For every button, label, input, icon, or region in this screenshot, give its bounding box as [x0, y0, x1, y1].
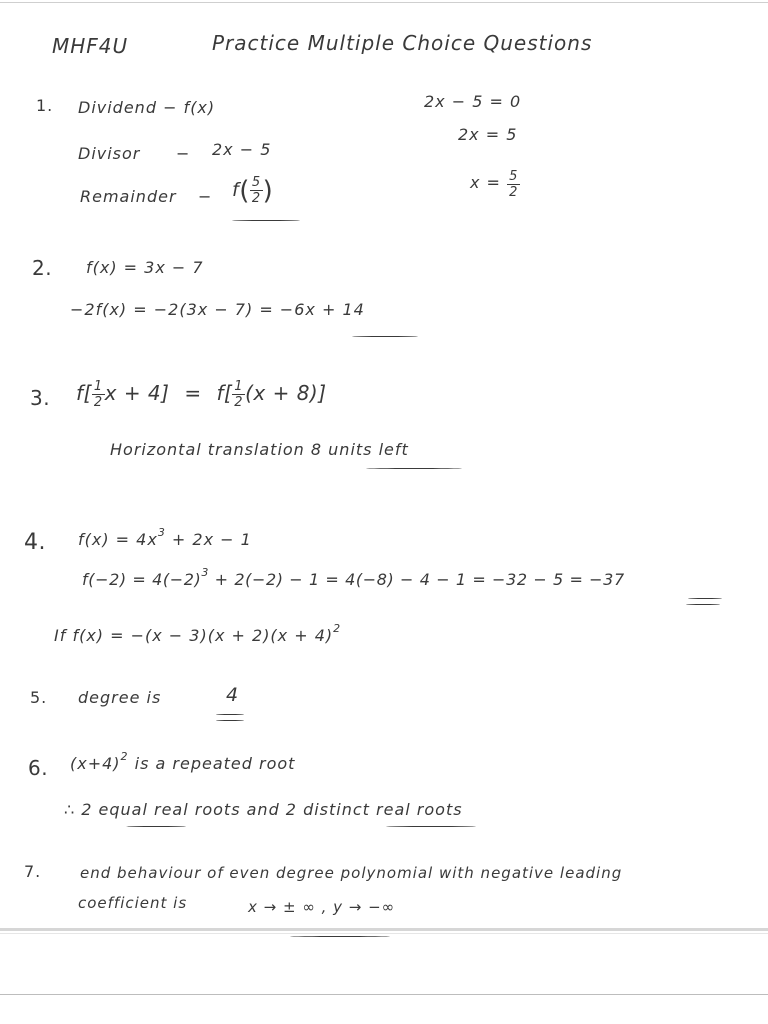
- q3-rhs-close: (x + 8)]: [245, 381, 327, 405]
- q1-work-line2: 2x = 5: [458, 125, 518, 144]
- q4-line1-a: f(x) = 4x: [78, 530, 158, 549]
- q5-answer: 4: [226, 684, 239, 706]
- q3-rhs-fraction: [232, 380, 245, 409]
- q4-line1-b: + 2x − 1: [171, 530, 252, 549]
- q5-answer-underline-1: [216, 714, 244, 715]
- page-bottom-edge: [0, 994, 768, 995]
- q7-answer-underline: [290, 936, 390, 937]
- q3-rhs-denominator: 2: [234, 395, 244, 410]
- q1-work-denominator: 2: [509, 185, 519, 200]
- q4-answer-underline-2: [686, 604, 720, 605]
- q1-remainder-denominator: 2: [251, 191, 261, 206]
- q7-line2-text: coefficient is: [78, 894, 188, 912]
- q2-answer-underline: [352, 336, 418, 337]
- q1-dividend: Dividend − f(x): [78, 98, 216, 117]
- q1-work-fraction: [507, 170, 520, 199]
- q7-number: 7.: [24, 862, 42, 881]
- q4-line2-exponent: 3: [201, 566, 209, 579]
- given-polynomial-text: If f(x) = −(x − 3)(x + 2)(x + 4): [54, 626, 334, 645]
- q3-lhs-fraction: [92, 380, 105, 409]
- q1-divisor-label: Divisor: [78, 144, 141, 163]
- q1-answer-underline: [232, 220, 300, 221]
- q3-lhs-numerator: 1: [93, 379, 103, 394]
- q4-answer-underline-1: [688, 598, 722, 599]
- q1-work-line3: [470, 170, 520, 199]
- q3-lhs-open: f[: [76, 381, 92, 405]
- q3-lhs-close: x + 4]: [104, 381, 170, 405]
- q6-number: 6.: [28, 756, 49, 780]
- q6-underline-equal: [126, 826, 186, 827]
- given-polynomial: [54, 622, 342, 645]
- q4-line1: [78, 526, 252, 549]
- q3-rhs-numerator: 1: [234, 379, 244, 394]
- course-code: MHF4U: [52, 34, 129, 58]
- q1-remainder-expression: f( $\frac{5}{2}$ ): [232, 175, 274, 206]
- q1-work-line1: 2x − 5 = 0: [424, 92, 522, 111]
- q1-divisor-value: 2x − 5: [212, 140, 272, 159]
- scan-edge-bottom-secondary: [0, 933, 768, 934]
- q6-root: [70, 750, 296, 773]
- q1-remainder-f: f: [232, 179, 240, 201]
- q6-root-factor: (x+4): [70, 754, 121, 773]
- q3-equals: =: [184, 381, 202, 405]
- q1-remainder-dash: −: [198, 187, 213, 206]
- q4-line2: [82, 566, 625, 589]
- q1-work-numerator: 5: [509, 169, 519, 184]
- page-top-edge: [0, 2, 768, 3]
- q2-line2: −2f(x) = −2(3x − 7) = −6x + 14: [70, 300, 365, 319]
- q5-text: degree is: [78, 688, 162, 707]
- q7-line1: end behaviour of even degree polynomial with negative leading: [80, 864, 623, 882]
- q1-number: 1.: [36, 96, 54, 115]
- page-title: Practice Multiple Choice Questions: [212, 31, 593, 55]
- q4-line1-exponent: 3: [157, 526, 166, 539]
- q5-number: 5.: [30, 688, 48, 707]
- q1-remainder-label: Remainder: [80, 187, 177, 206]
- q2-number: 2.: [32, 256, 53, 280]
- q6-root-exponent: 2: [120, 750, 129, 763]
- given-polynomial-exponent: 2: [333, 622, 342, 635]
- q3-expression: [76, 380, 327, 409]
- q4-number: 4.: [24, 530, 46, 555]
- q6-root-text: is a repeated root: [134, 754, 296, 773]
- q3-answer-underline: [366, 468, 462, 469]
- q4-line2-b: + 2(−2) − 1 = 4(−8) − 4 − 1 = −32 − 5 = −37: [214, 570, 625, 589]
- q1-remainder-numerator: 5: [251, 175, 261, 190]
- q7-line2-answer: x → ± ∞ , y → −∞: [248, 898, 396, 916]
- q3-rhs-open: f[: [216, 381, 233, 405]
- q2-line1: f(x) = 3x − 7: [86, 258, 204, 277]
- scan-edge-bottom: [0, 928, 768, 931]
- q3-number: 3.: [30, 386, 51, 410]
- q3-answer: Horizontal translation 8 units left: [110, 440, 409, 459]
- q6-conclusion: ∴ 2 equal real roots and 2 distinct real roots: [64, 800, 463, 819]
- q5-answer-underline-2: [216, 720, 244, 721]
- q1-divisor-dash: −: [176, 144, 191, 163]
- q1-remainder-fraction: [250, 176, 263, 205]
- q4-line2-a: f(−2) = 4(−2): [82, 570, 202, 589]
- q3-lhs-denominator: 2: [93, 395, 103, 410]
- q6-underline-distinct: [386, 826, 476, 827]
- q1-work-lhs: x =: [470, 173, 501, 192]
